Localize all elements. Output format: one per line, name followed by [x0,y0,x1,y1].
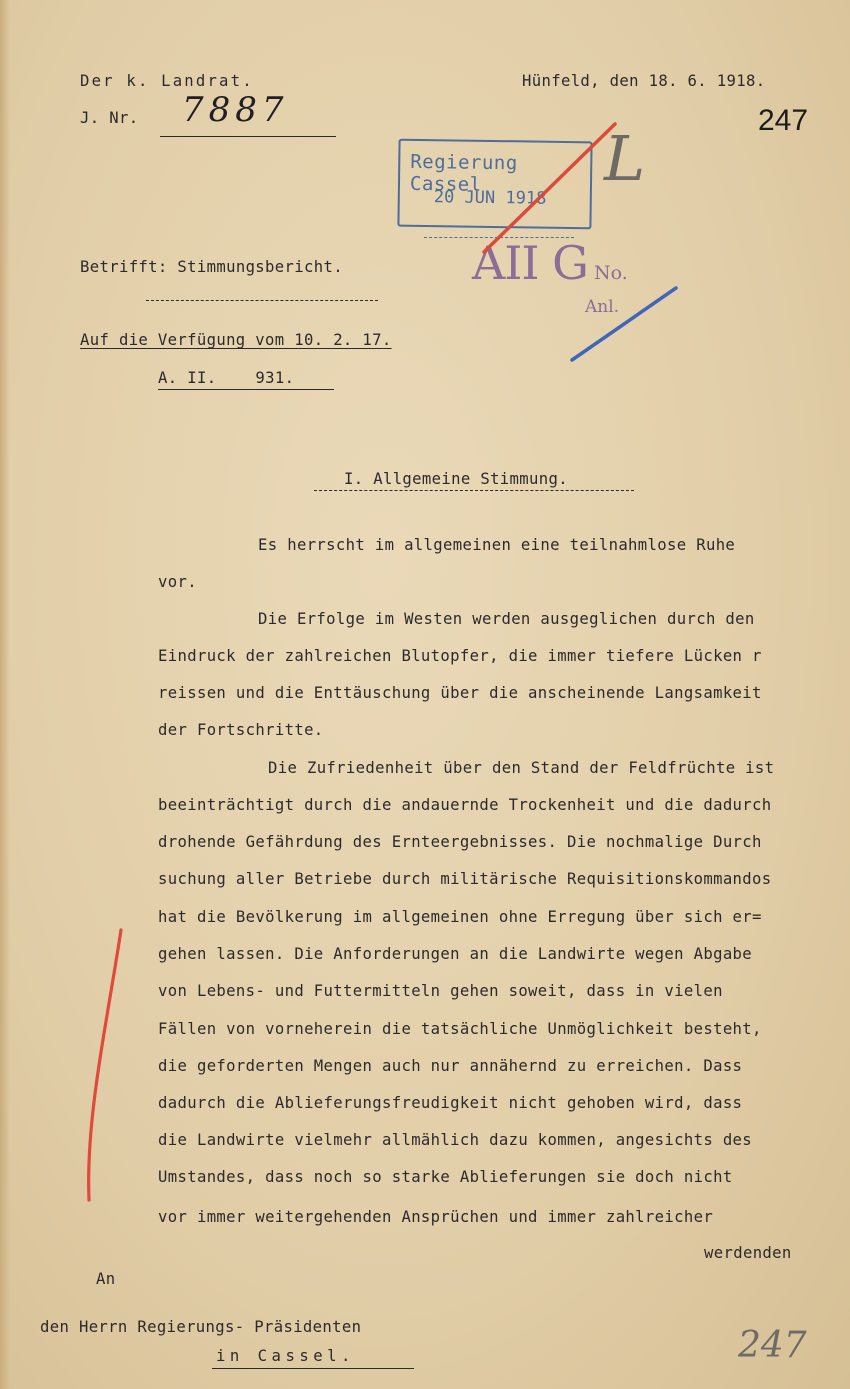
address-recipient: den Herrn Regierungs- Präsidenten [40,1318,362,1336]
paper-edge-shadow [0,0,10,1389]
address-an: An [96,1270,116,1288]
subject-text: Stimmungsbericht. [177,258,343,276]
stamp-office-text: Regierung Cassel [409,150,518,196]
page-number: 247 [758,104,809,137]
body-line: Es herrscht im allgemeinen eine teilnahmlose Ruhe [258,536,736,554]
stamp-date-text: 20 JUN 1918 [433,187,547,209]
journal-number-label: J. Nr. [80,109,139,127]
body-line: beeinträchtigt durch die andauernde Trockenheit und die dadurch [158,796,772,814]
body-line: vor immer weitergehenden Ansprüchen und immer zahlreicher [158,1208,714,1226]
body-line: dadurch die Ablieferungsfreudigkeit nicht gehoben wird, dass [158,1094,743,1112]
catchword: werdenden [704,1244,792,1262]
reference-line-2: A. II. 931. [158,369,295,387]
pencil-page-number: 247 [738,1325,807,1366]
subject-label: Betrifft: [80,258,168,276]
handwritten-initial: L [604,122,646,195]
reference-underline [158,389,334,390]
body-line: die geforderten Mengen auch nur annähernd zu erreichen. Dass [158,1057,743,1075]
received-stamp [397,139,592,230]
red-crayon-margin-line [89,930,121,1200]
body-line: der Fortschritte. [158,721,324,739]
section-heading: I. Allgemeine Stimmung. [344,470,568,488]
body-line: gehen lassen. Die Anforderungen an die Landwirte wegen Abgabe [158,945,753,963]
place-and-date: Hünfeld, den 18. 6. 1918. [522,72,766,90]
reference-line-1: Auf die Verfügung vom 10. 2. 17. [80,331,392,349]
body-line: vor. [158,573,197,591]
address-underline [212,1368,414,1369]
registry-code-stamp: AII G [472,236,588,290]
registry-anl-label: Anl. [585,297,620,317]
body-line: Die Erfolge im Westen werden ausgeglichen durch den [258,610,755,628]
section-heading-underline [314,490,634,491]
subject-line [80,258,343,276]
journal-number-handwritten: 7887 [182,90,289,130]
body-line: Die Zufriedenheit über den Stand der Feldfrüchte ist [268,759,775,777]
body-line: von Lebens- und Futtermitteln gehen soweit, dass in vielen [158,982,723,1000]
sender-office: Der k. Landrat. [80,72,254,90]
body-line: drohende Gefährdung des Ernteergebnisses. Die nochmalige Durch [158,833,762,851]
body-line: reissen und die Enttäuschung über die anscheinende Langsamkeit [158,684,762,702]
address-city: in Cassel. [216,1347,355,1365]
journal-number-underline [160,136,336,137]
body-line: Eindruck der zahlreichen Blutopfer, die immer tiefere Lücken r [158,647,762,665]
body-line: hat die Bevölkerung im allgemeinen ohne Erregung über sich er= [158,908,762,926]
body-line: die Landwirte vielmehr allmählich dazu kommen, angesichts des [158,1131,753,1149]
body-line: Umstandes, dass noch so starke Ablieferungen sie doch nicht [158,1168,733,1186]
body-line: Fällen von vorneherein die tatsächliche Unmöglichkeit besteht, [158,1020,762,1038]
registry-no-label: No. [594,262,628,284]
subject-rule [146,300,378,301]
body-line: suchung aller Betriebe durch militärische Requisitionskommandos [158,870,772,888]
